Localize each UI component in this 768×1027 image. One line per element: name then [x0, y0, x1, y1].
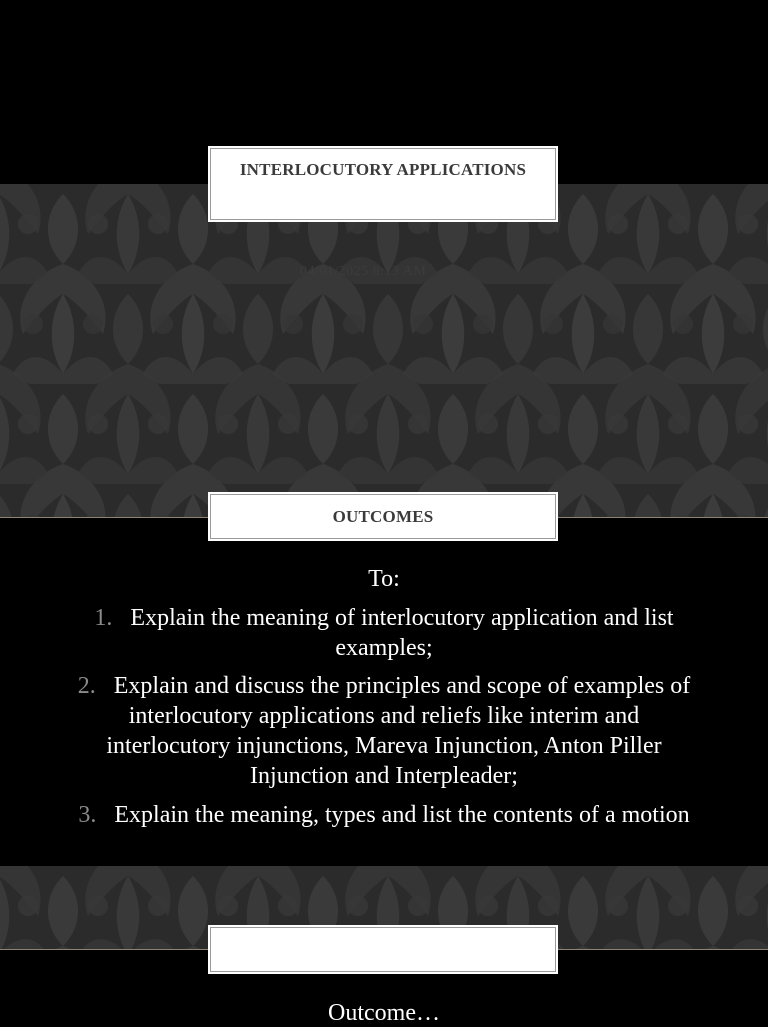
slide3-title-box — [208, 925, 558, 974]
list-item-text: interlocutory injunctions, Mareva Injunction, Anton Piller — [106, 733, 662, 759]
list-item — [0, 671, 768, 701]
damask-pattern — [0, 184, 768, 517]
list-item-continuation — [0, 633, 768, 663]
list-item — [0, 800, 768, 830]
damask-band-slide1 — [0, 184, 768, 517]
slide2-title-box — [208, 492, 558, 541]
list-item-continuation — [0, 731, 768, 761]
list-item-text: Explain the meaning, types and list the contents of a motion — [114, 802, 690, 828]
list-item-text: examples; — [335, 635, 433, 661]
list-item-number: 3. — [78, 802, 97, 828]
list-item — [0, 603, 768, 633]
slide1-title: INTERLOCUTORY APPLICATIONS — [239, 160, 527, 179]
outcomes-intro: To: — [368, 566, 400, 592]
slide2-title: OUTCOMES — [332, 507, 434, 526]
faint-date-text: 04/01/2025 8:13 AM — [300, 264, 427, 279]
list-item-continuation — [0, 701, 768, 731]
list-item-text: Explain and discuss the principles and scope of examples of — [113, 673, 691, 699]
list-item-text: Explain the meaning of interlocutory application and list — [130, 605, 674, 631]
slide3-intro: Outcome… — [328, 1000, 440, 1026]
list-item-text: Injunction and Interpleader; — [250, 763, 518, 789]
list-item-text: interlocutory applications and reliefs like interim and — [128, 703, 640, 729]
list-item-continuation — [0, 761, 768, 791]
list-item-number: 1. — [94, 605, 113, 631]
list-item-number: 2. — [77, 673, 96, 699]
slide1-title-box — [208, 146, 558, 222]
